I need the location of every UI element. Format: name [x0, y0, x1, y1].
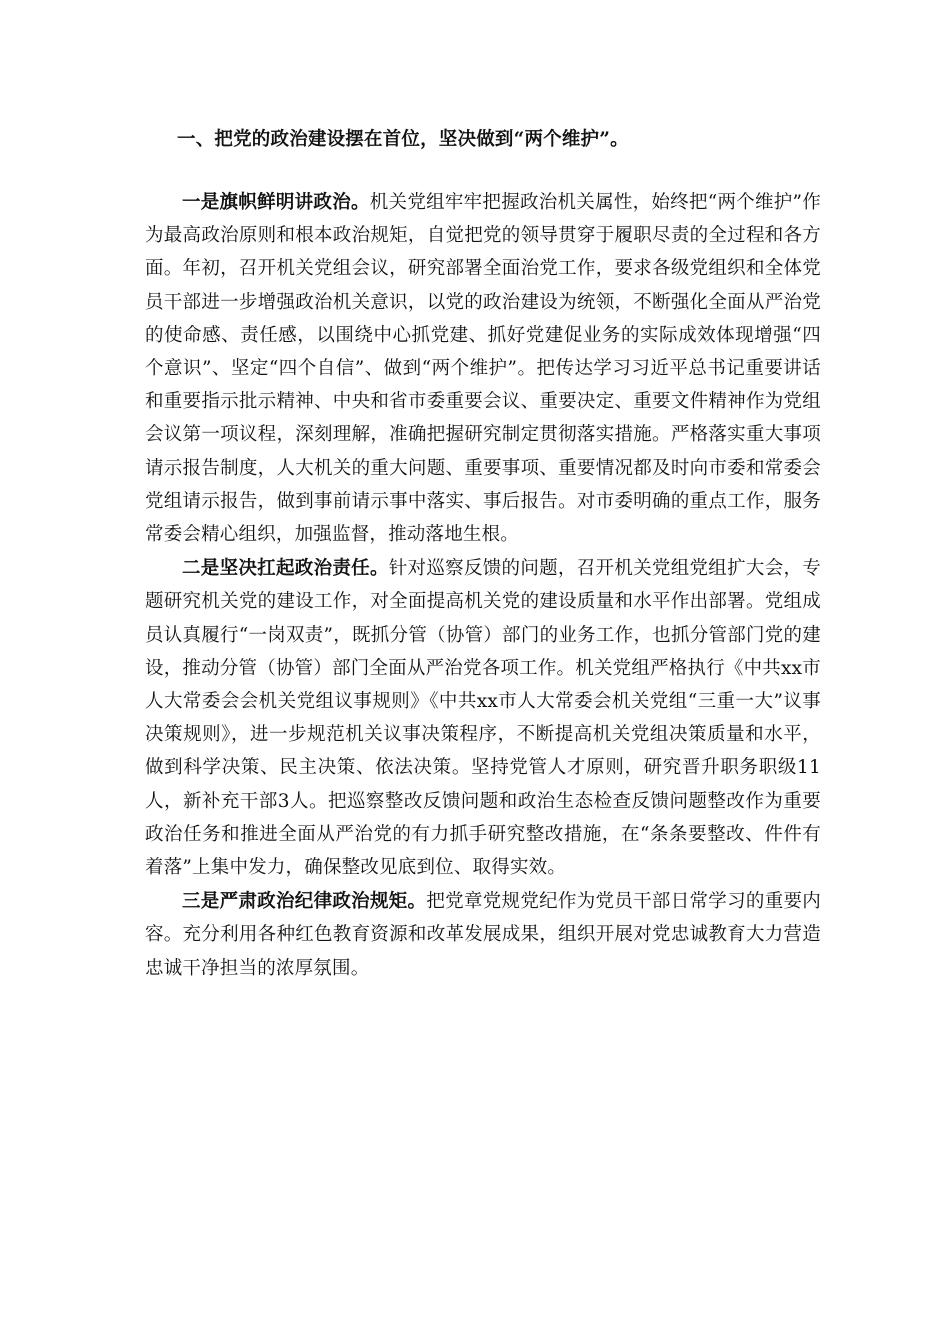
paragraph-1-lead: 一是旗帜鲜明讲政治。	[182, 192, 370, 213]
paragraph-2-lead: 二是坚决扛起政治责任。	[182, 558, 389, 580]
paragraph-3	[145, 885, 821, 985]
paragraph-2-body: 针对巡察反馈的问题，召开机关党组党组扩大会，专题研究机关党的建设工作，对全面提高机关党的建设质量和水平作出部署。党组成员认真履行“一岗双责”，既抓分管（协管）部门的业务工作，也抓分管部门党的建设，推动分管（协管）部门全面从严治党各项工作。机关党组严格执行《中共xx市人大常委会会机关党组议事规则》《中共xx市人大常委会机关党组“三重一大”议事决策规则》，进一步规范机关议事决策程序，不断提高机关党组决策质量和水平，做到科学决策、民主决策、依法决策。坚持党管人才原则，研究晋升职务职级11人，新补充干部3人。把巡察整改反馈问题和政治生态检查反馈问题整改作为重要政治任务和推进全面从严治党的有力抓手研究整改措施，在“条条要整改、件件有着落”上集中发力，确保整改见底到位、取得实效。	[145, 558, 821, 879]
document-page	[145, 126, 821, 985]
paragraph-3-lead: 三是严肃政治纪律政治规矩。	[182, 891, 427, 913]
paragraph-1-body: 机关党组牢牢把握政治机关属性，始终把“两个维护”作为最高政治原则和根本政治规矩，自觉把党的领导贯穿于履职尽责的全过程和各方面。年初，召开机关党组会议，研究部署全面治党工作，要求各级党组织和全体党员干部进一步增强政治机关意识，以党的政治建设为统领，不断强化全面从严治党的使命感、责任感，以围绕中心抓党建、抓好党建促业务的实际成效体现增强“四个意识”、坚定“四个自信”、做到“两个维护”。把传达学习习近平总书记重要讲话和重要指示批示精神、中央和省市委重要会议、重要决定、重要文件精神作为党组会议第一项议程，深刻理解，准确把握研究制定贯彻落实措施。严格落实重大事项请示报告制度，人大机关的重大问题、重要事项、重要情况都及时向市委和常委会党组请示报告，做到事前请示事中落实、事后报告。对市委明确的重点工作，服务常委会精心组织，加强监督，推动落地生根。	[145, 192, 821, 546]
section-heading: 一、把党的政治建设摆在首位，坚决做到“两个维护”。	[177, 129, 629, 150]
paragraph-2	[145, 552, 821, 884]
paragraph-3-body: 把党章党规党纪作为党员干部日常学习的重要内容。充分利用各种红色教育资源和改革发展成果，组织开展对党忠诚教育大力营造忠诚干净担当的浓厚氛围。	[145, 891, 821, 979]
paragraph-1	[145, 186, 821, 551]
